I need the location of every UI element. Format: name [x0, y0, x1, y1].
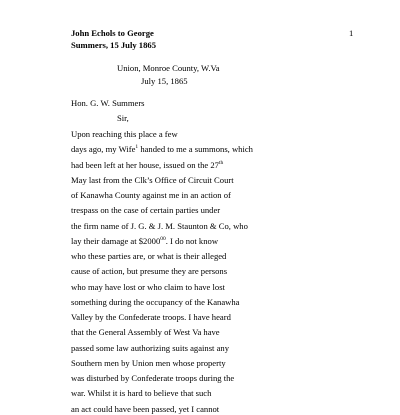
letter-line-text: passed some law authorizing suits against any [71, 342, 229, 353]
letter-line [71, 326, 220, 338]
letter-line-text: Valley by the Confederate troops. I have heard [71, 312, 231, 322]
letter-line-text: had been left at her house, issued on the 27 [71, 159, 219, 170]
letter-addressee: Hon. G. W. Summers [71, 98, 145, 108]
letter-line-text: war. Whilst it is hard to believe that such [71, 388, 212, 399]
letter-line-text: lay their damage at $2000 [71, 235, 161, 246]
letter-line-text-continued: . I do not know [165, 235, 219, 246]
letter-line-text: something during the occupancy of the Kanawha [71, 296, 240, 307]
letter-line-text: of Kanawha County against me in an action of [71, 190, 231, 200]
header-title-line-2: Summers, 15 July 1865 [71, 40, 156, 50]
letter-line [71, 281, 225, 293]
letter-line [71, 372, 234, 384]
letter-line-text: Southern men by Union men whose property [71, 357, 226, 368]
letter-salutation: Sir, [117, 113, 129, 123]
letter-line-text: who may have lost or who claim to have lost [71, 281, 225, 292]
letter-line-text: May last from the Clk’s Office of Circuit Court [71, 174, 234, 185]
letter-line-text: cause of action, but presume they are persons [71, 266, 228, 277]
letter-line [71, 311, 231, 323]
letter-line [71, 128, 178, 140]
letter-line-text: trespass on the case of certain parties under [71, 205, 221, 216]
letter-line [71, 250, 226, 262]
letter-line-text: an act could have been passed, yet I cannot [71, 403, 220, 414]
letter-line-text: who these parties are, or what is their alleged [71, 251, 227, 261]
letter-line [71, 296, 239, 308]
letter-line [71, 357, 226, 369]
document-header-title [71, 27, 156, 51]
letter-line [71, 174, 234, 186]
letter-line-text: days ago, my Wife [71, 144, 136, 155]
letter-line [71, 387, 211, 399]
letter-line [71, 403, 219, 415]
letter-line-text-continued: handed to me a summons, which [138, 144, 253, 155]
letter-line [71, 235, 218, 247]
page-number: 1 [349, 28, 354, 38]
letter-line [71, 159, 223, 171]
letter-line [71, 265, 227, 277]
letter-line-text: was disturbed by Confederate troops during the [71, 373, 235, 383]
letter-date: July 15, 1865 [141, 76, 188, 86]
letter-line [71, 220, 248, 232]
letter-line-text: the firm name of J. G. & J. M. Staunton & Co, who [71, 220, 248, 231]
letter-line [71, 342, 229, 354]
letter-line [71, 189, 231, 201]
superscript-note: th [218, 159, 224, 166]
header-title-line-1: John Echols to George [71, 28, 154, 38]
letter-line [71, 204, 220, 216]
letter-place: Union, Monroe County, W.Va [117, 63, 220, 73]
superscript-note: 1 [135, 144, 139, 151]
letter-line-text: that the General Assembly of West Va have [71, 327, 220, 338]
letter-line-text: Upon reaching this place a few [71, 129, 178, 139]
superscript-note: 00 [160, 235, 166, 242]
letter-line [71, 143, 253, 155]
